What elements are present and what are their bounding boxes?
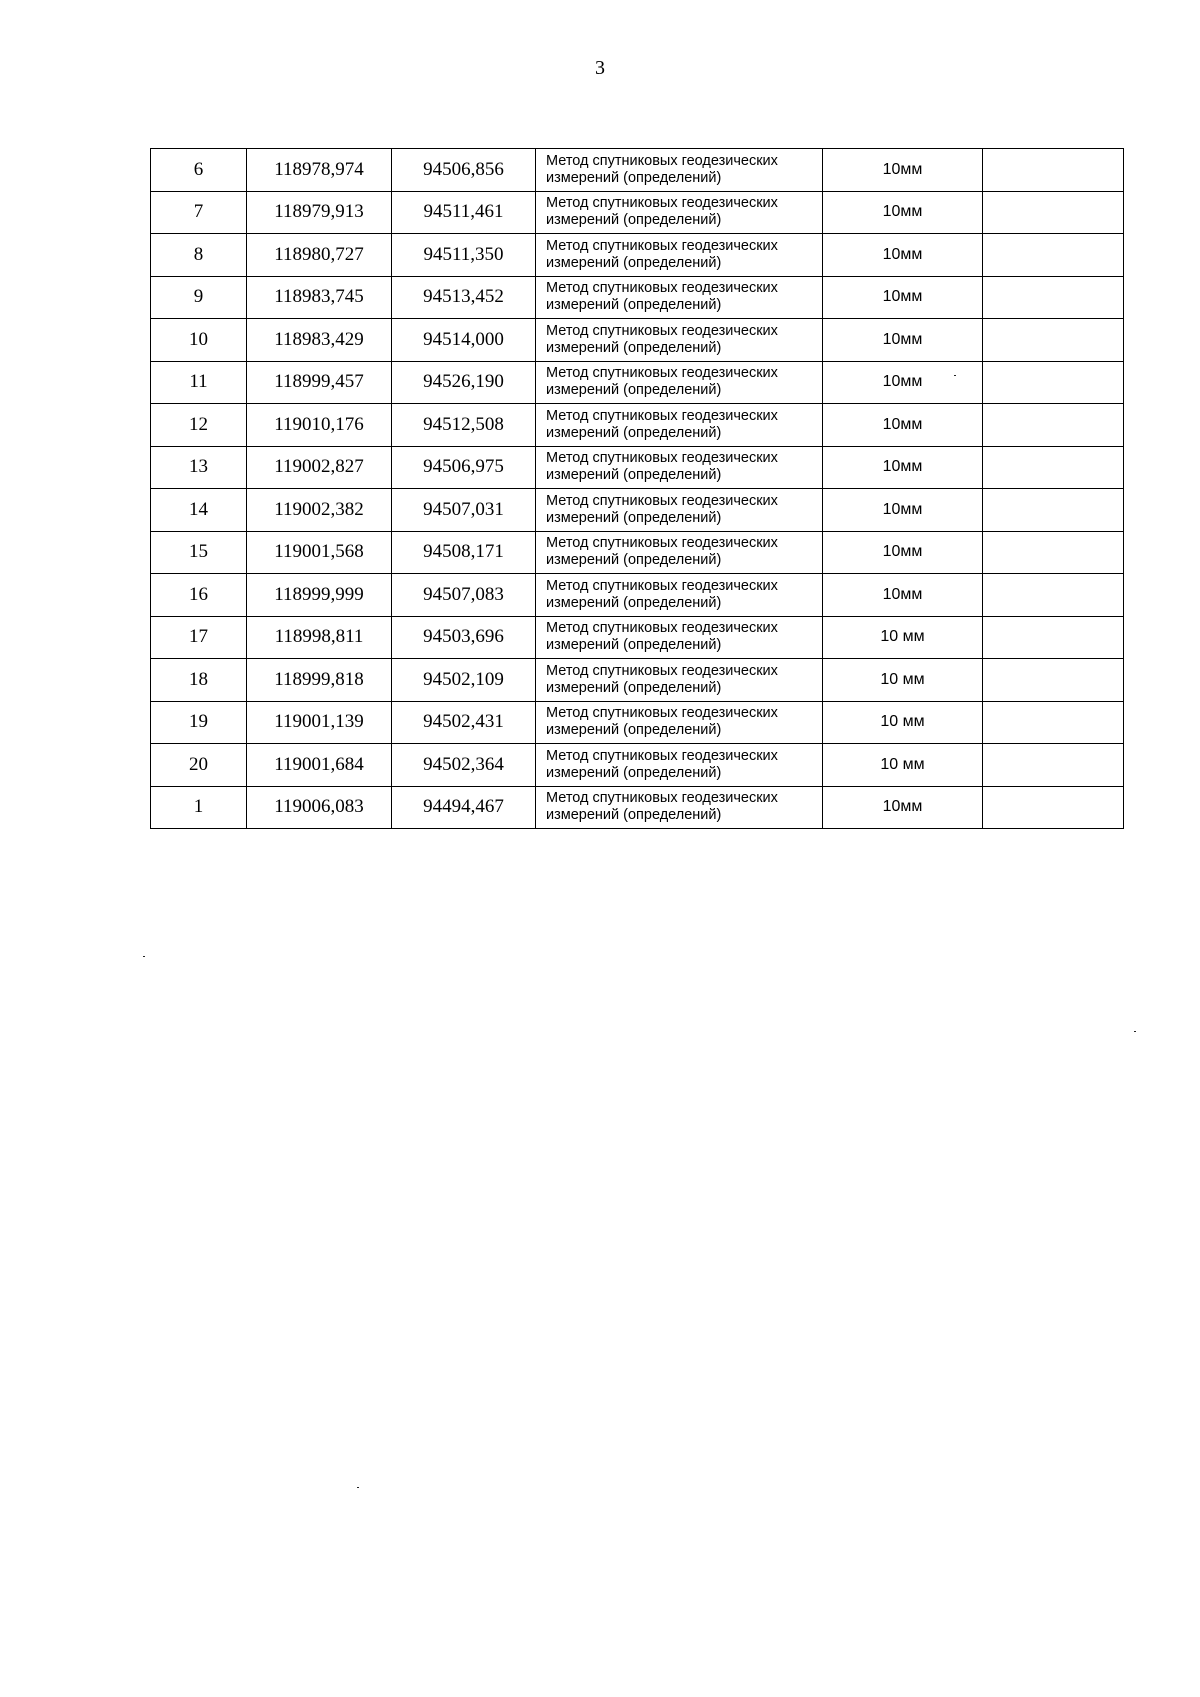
point-number-cell: 19 bbox=[151, 701, 247, 744]
table-row bbox=[151, 319, 1124, 362]
x-coordinate-cell: 119001,139 bbox=[247, 701, 392, 744]
method-line-2: измерений (определений) bbox=[546, 382, 722, 399]
table-row bbox=[151, 616, 1124, 659]
method-line-2: измерений (определений) bbox=[546, 509, 722, 526]
x-coordinate-cell: 118999,999 bbox=[247, 574, 392, 617]
precision-cell: 10 мм bbox=[823, 616, 983, 659]
table-row bbox=[151, 786, 1124, 829]
x-coordinate-cell: 119001,568 bbox=[247, 531, 392, 574]
coordinates-table bbox=[150, 148, 1124, 829]
scan-speck bbox=[954, 375, 956, 376]
method-cell bbox=[536, 446, 823, 489]
note-cell bbox=[983, 786, 1124, 829]
precision-cell: 10мм bbox=[823, 786, 983, 829]
x-coordinate-cell: 119010,176 bbox=[247, 404, 392, 447]
point-number-cell: 1 bbox=[151, 786, 247, 829]
method-line-1: Метод спутниковых геодезических bbox=[546, 365, 778, 382]
method-line-1: Метод спутниковых геодезических bbox=[546, 407, 778, 424]
scan-speck bbox=[143, 956, 145, 957]
x-coordinate-cell: 118979,913 bbox=[247, 191, 392, 234]
note-cell bbox=[983, 574, 1124, 617]
method-line-1: Метод спутниковых геодезических bbox=[546, 705, 778, 722]
note-cell bbox=[983, 234, 1124, 277]
method-line-2: измерений (определений) bbox=[546, 552, 722, 569]
point-number-cell: 10 bbox=[151, 319, 247, 362]
x-coordinate-cell: 119002,827 bbox=[247, 446, 392, 489]
precision-cell: 10мм bbox=[823, 404, 983, 447]
method-cell bbox=[536, 574, 823, 617]
precision-cell: 10 мм bbox=[823, 701, 983, 744]
y-coordinate-cell: 94503,696 bbox=[392, 616, 536, 659]
method-line-2: измерений (определений) bbox=[546, 297, 722, 314]
x-coordinate-cell: 119002,382 bbox=[247, 489, 392, 532]
note-cell bbox=[983, 616, 1124, 659]
method-line-1: Метод спутниковых геодезических bbox=[546, 280, 778, 297]
x-coordinate-cell: 119006,083 bbox=[247, 786, 392, 829]
method-line-2: измерений (определений) bbox=[546, 679, 722, 696]
method-line-1: Метод спутниковых геодезических bbox=[546, 237, 778, 254]
method-line-2: измерений (определений) bbox=[546, 807, 722, 824]
method-line-2: измерений (определений) bbox=[546, 722, 722, 739]
point-number-cell: 18 bbox=[151, 659, 247, 702]
table-row bbox=[151, 234, 1124, 277]
method-line-2: измерений (определений) bbox=[546, 254, 722, 271]
precision-cell: 10мм bbox=[823, 574, 983, 617]
method-cell bbox=[536, 404, 823, 447]
method-cell bbox=[536, 659, 823, 702]
y-coordinate-cell: 94514,000 bbox=[392, 319, 536, 362]
note-cell bbox=[983, 149, 1124, 192]
table-row bbox=[151, 701, 1124, 744]
note-cell bbox=[983, 319, 1124, 362]
method-cell bbox=[536, 701, 823, 744]
method-line-2: измерений (определений) bbox=[546, 339, 722, 356]
table-row bbox=[151, 404, 1124, 447]
note-cell bbox=[983, 191, 1124, 234]
y-coordinate-cell: 94512,508 bbox=[392, 404, 536, 447]
point-number-cell: 14 bbox=[151, 489, 247, 532]
method-cell bbox=[536, 191, 823, 234]
x-coordinate-cell: 119001,684 bbox=[247, 744, 392, 787]
table-row bbox=[151, 659, 1124, 702]
method-line-2: измерений (определений) bbox=[546, 467, 722, 484]
scan-speck bbox=[357, 1487, 359, 1488]
method-line-1: Метод спутниковых геодезических bbox=[546, 322, 778, 339]
y-coordinate-cell: 94507,031 bbox=[392, 489, 536, 532]
point-number-cell: 11 bbox=[151, 361, 247, 404]
y-coordinate-cell: 94507,083 bbox=[392, 574, 536, 617]
point-number-cell: 16 bbox=[151, 574, 247, 617]
method-cell bbox=[536, 234, 823, 277]
method-line-1: Метод спутниковых геодезических bbox=[546, 195, 778, 212]
method-line-2: измерений (определений) bbox=[546, 424, 722, 441]
x-coordinate-cell: 118999,457 bbox=[247, 361, 392, 404]
table-row bbox=[151, 191, 1124, 234]
method-cell bbox=[536, 786, 823, 829]
point-number-cell: 17 bbox=[151, 616, 247, 659]
note-cell bbox=[983, 446, 1124, 489]
method-line-1: Метод спутниковых геодезических bbox=[546, 492, 778, 509]
point-number-cell: 12 bbox=[151, 404, 247, 447]
point-number-cell: 6 bbox=[151, 149, 247, 192]
precision-cell: 10мм bbox=[823, 149, 983, 192]
method-line-2: измерений (определений) bbox=[546, 637, 722, 654]
x-coordinate-cell: 118983,429 bbox=[247, 319, 392, 362]
coordinates-table-body bbox=[151, 149, 1124, 829]
point-number-cell: 8 bbox=[151, 234, 247, 277]
method-cell bbox=[536, 489, 823, 532]
table-row bbox=[151, 276, 1124, 319]
y-coordinate-cell: 94494,467 bbox=[392, 786, 536, 829]
method-cell bbox=[536, 531, 823, 574]
note-cell bbox=[983, 489, 1124, 532]
page-number: 3 bbox=[595, 57, 605, 79]
precision-cell: 10мм bbox=[823, 446, 983, 489]
method-line-1: Метод спутниковых геодезических bbox=[546, 620, 778, 637]
precision-cell: 10мм bbox=[823, 234, 983, 277]
x-coordinate-cell: 118999,818 bbox=[247, 659, 392, 702]
note-cell bbox=[983, 361, 1124, 404]
precision-cell: 10мм bbox=[823, 489, 983, 532]
point-number-cell: 13 bbox=[151, 446, 247, 489]
precision-cell: 10мм bbox=[823, 531, 983, 574]
table-row bbox=[151, 361, 1124, 404]
precision-cell: 10 мм bbox=[823, 744, 983, 787]
method-cell bbox=[536, 361, 823, 404]
table-row bbox=[151, 446, 1124, 489]
note-cell bbox=[983, 659, 1124, 702]
x-coordinate-cell: 118980,727 bbox=[247, 234, 392, 277]
note-cell bbox=[983, 404, 1124, 447]
point-number-cell: 20 bbox=[151, 744, 247, 787]
point-number-cell: 15 bbox=[151, 531, 247, 574]
method-line-2: измерений (определений) bbox=[546, 212, 722, 229]
method-line-1: Метод спутниковых геодезических bbox=[546, 152, 778, 169]
method-line-1: Метод спутниковых геодезических bbox=[546, 662, 778, 679]
method-line-1: Метод спутниковых геодезических bbox=[546, 450, 778, 467]
y-coordinate-cell: 94511,461 bbox=[392, 191, 536, 234]
note-cell bbox=[983, 744, 1124, 787]
method-cell bbox=[536, 616, 823, 659]
y-coordinate-cell: 94513,452 bbox=[392, 276, 536, 319]
note-cell bbox=[983, 276, 1124, 319]
note-cell bbox=[983, 531, 1124, 574]
method-cell bbox=[536, 319, 823, 362]
table-row bbox=[151, 149, 1124, 192]
table-row bbox=[151, 574, 1124, 617]
point-number-cell: 9 bbox=[151, 276, 247, 319]
point-number-cell: 7 bbox=[151, 191, 247, 234]
table-row bbox=[151, 744, 1124, 787]
y-coordinate-cell: 94502,364 bbox=[392, 744, 536, 787]
x-coordinate-cell: 118983,745 bbox=[247, 276, 392, 319]
method-line-1: Метод спутниковых геодезических bbox=[546, 577, 778, 594]
method-line-1: Метод спутниковых геодезических bbox=[546, 790, 778, 807]
method-cell bbox=[536, 149, 823, 192]
method-cell bbox=[536, 276, 823, 319]
method-line-2: измерений (определений) bbox=[546, 169, 722, 186]
method-line-1: Метод спутниковых геодезических bbox=[546, 535, 778, 552]
y-coordinate-cell: 94511,350 bbox=[392, 234, 536, 277]
y-coordinate-cell: 94526,190 bbox=[392, 361, 536, 404]
y-coordinate-cell: 94506,975 bbox=[392, 446, 536, 489]
y-coordinate-cell: 94508,171 bbox=[392, 531, 536, 574]
precision-cell: 10мм bbox=[823, 361, 983, 404]
table-row bbox=[151, 489, 1124, 532]
precision-cell: 10мм bbox=[823, 319, 983, 362]
precision-cell: 10 мм bbox=[823, 659, 983, 702]
table-row bbox=[151, 531, 1124, 574]
y-coordinate-cell: 94506,856 bbox=[392, 149, 536, 192]
x-coordinate-cell: 118978,974 bbox=[247, 149, 392, 192]
note-cell bbox=[983, 701, 1124, 744]
method-line-2: измерений (определений) bbox=[546, 764, 722, 781]
scan-speck bbox=[1134, 1031, 1136, 1032]
x-coordinate-cell: 118998,811 bbox=[247, 616, 392, 659]
method-cell bbox=[536, 744, 823, 787]
y-coordinate-cell: 94502,431 bbox=[392, 701, 536, 744]
precision-cell: 10мм bbox=[823, 276, 983, 319]
precision-cell: 10мм bbox=[823, 191, 983, 234]
y-coordinate-cell: 94502,109 bbox=[392, 659, 536, 702]
method-line-1: Метод спутниковых геодезических bbox=[546, 747, 778, 764]
method-line-2: измерений (определений) bbox=[546, 594, 722, 611]
